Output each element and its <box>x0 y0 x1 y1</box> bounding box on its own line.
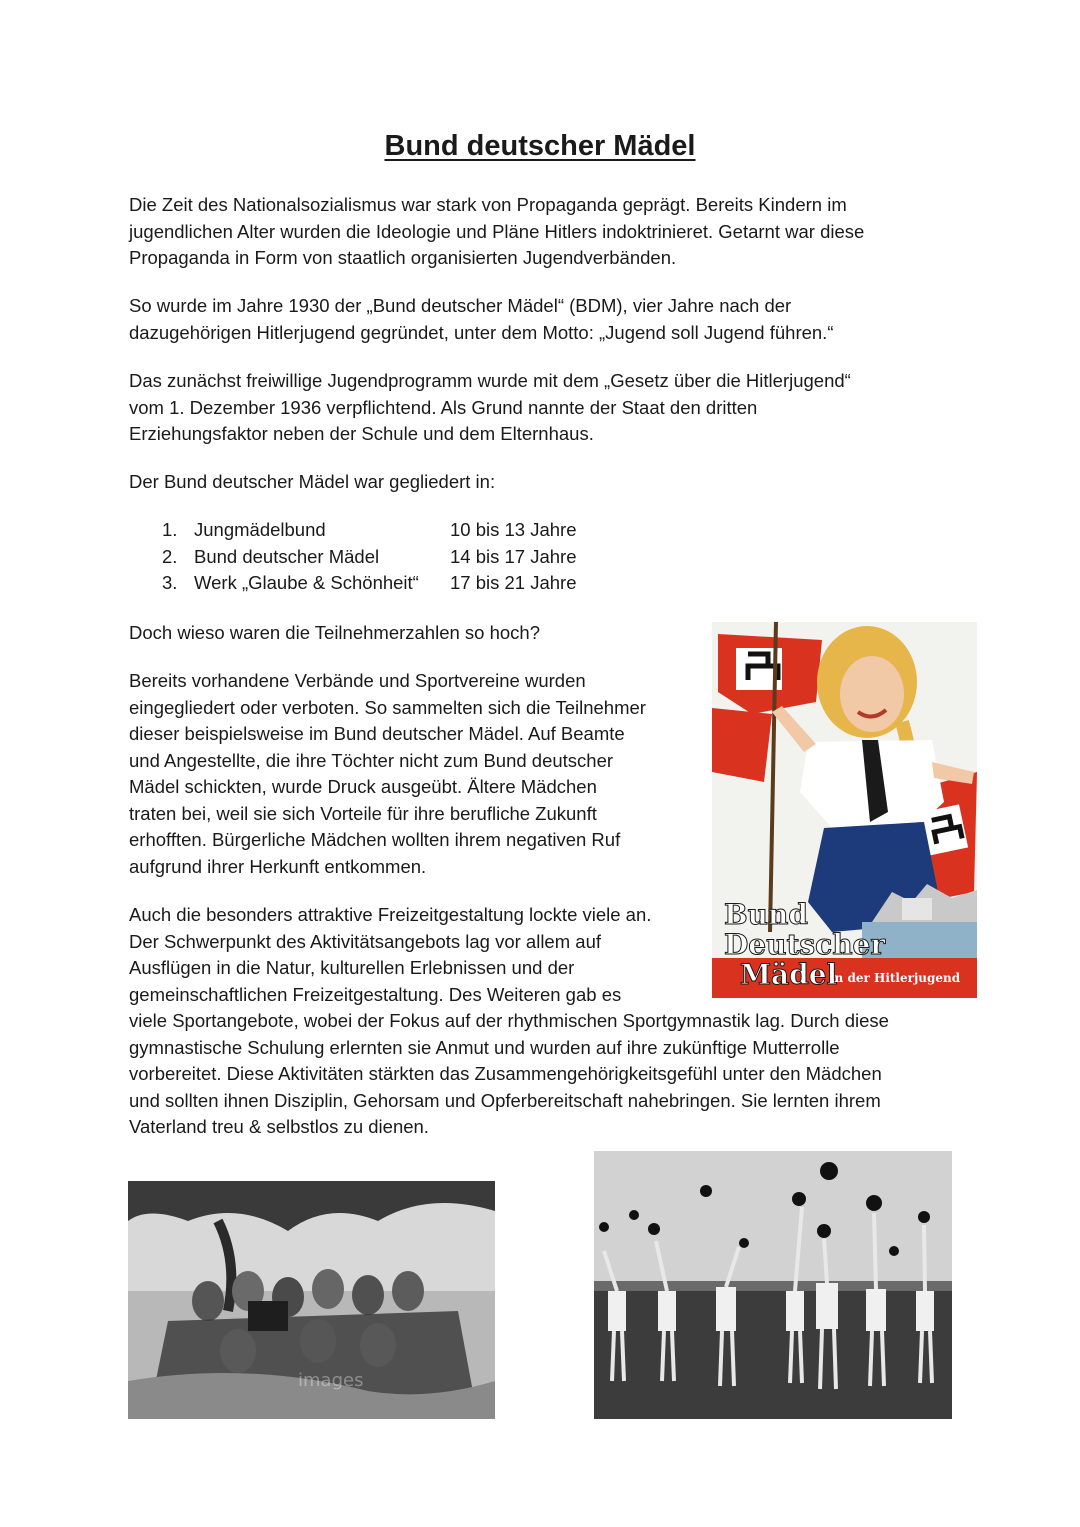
structure-intro <box>129 469 949 496</box>
poster-text-line3: Mädel <box>740 958 838 991</box>
text-line: Erziehungsfaktor neben der Schule und dem Elternhaus. <box>129 423 594 444</box>
poster-text-line1: Bund <box>724 898 808 931</box>
text-line: dazugehörigen Hitlerjugend gegründet, unter dem Motto: „Jugend soll Jugend führen.“ <box>129 321 834 343</box>
photo-watermark: images <box>298 1370 364 1391</box>
list-age: 14 bis 17 Jahre <box>450 545 577 567</box>
list-item <box>162 570 577 597</box>
list-name: Jungmädelbund <box>194 519 326 540</box>
poster-text-line2: Deutscher <box>724 928 886 961</box>
group-photo-image <box>128 1181 495 1419</box>
text-line: Propaganda in Form von staatlich organisierten Jugendverbänden. <box>129 247 677 268</box>
text-line: gymnastische Schulung erlernten sie Anmut und wurden auf ihre zukünftige Mutterrolle <box>129 1036 840 1058</box>
text-line: Doch wieso waren die Teilnehmerzahlen so hoch? <box>129 622 541 643</box>
list-number: 3. <box>162 572 178 593</box>
list-item <box>162 544 577 571</box>
text-line: und Angestellte, die ihre Töchter nicht zum Bund deutscher <box>129 749 614 771</box>
text-line: Der Bund deutscher Mädel war gegliedert in: <box>129 471 496 492</box>
list-item <box>162 517 577 544</box>
list-name: Bund deutscher Mädel <box>194 545 380 567</box>
text-line: dieser beispielsweise im Bund deutscher Mädel. Auf Beamte <box>129 723 625 744</box>
text-line: viele Sportangebote, wobei der Fokus auf der rhythmischen Sportgymnastik lag. Durch diese <box>129 1010 889 1031</box>
list-age: 17 bis 21 Jahre <box>450 572 577 593</box>
gymnastics-photo-image <box>594 1151 952 1419</box>
text-line: Mädel schickten, wurde Druck ausgeübt. Ältere Mädchen <box>129 776 597 797</box>
intro-paragraph <box>129 192 949 272</box>
text-line: Auch die besonders attraktive Freizeitgestaltung lockte viele an. <box>129 904 652 925</box>
list-number: 1. <box>162 519 178 540</box>
text-line: erhofften. Bürgerliche Mädchen wollten ihrem negativen Ruf <box>129 829 621 850</box>
text-line: und sollten ihnen Disziplin, Gehorsam und Opferbereitschaft nahebringen. Sie lernten ihrem <box>129 1089 881 1111</box>
text-line: So wurde im Jahre 1930 der „Bund deutscher Mädel“ (BDM), vier Jahre nach der <box>129 295 792 316</box>
page-title: Bund deutscher Mädel <box>384 130 696 162</box>
text-line: vom 1. Dezember 1936 verpflichtend. Als Grund nannte der Staat den dritten <box>129 396 758 418</box>
founding-paragraph <box>129 293 949 346</box>
list-number: 2. <box>162 545 178 567</box>
list-age: 10 bis 13 Jahre <box>450 519 577 540</box>
text-line: jugendlichen Alter wurden die Ideologie und Pläne Hitlers indoktrinieret. Getarnt war diese <box>129 220 865 242</box>
text-line: aufgrund ihrer Herkunft entkommen. <box>129 855 427 877</box>
text-line: eingegliedert oder verboten. So sammelten sich die Teilnehmer <box>129 696 646 718</box>
text-line: Bereits vorhandene Verbände und Sportvereine wurden <box>129 670 586 691</box>
organization-list <box>162 517 577 597</box>
text-line: Ausflügen in die Natur, kulturellen Erlebnissen und der <box>129 957 575 978</box>
reasons-paragraph <box>129 668 699 880</box>
text-line: Das zunächst freiwillige Jugendprogramm wurde mit dem „Gesetz über die Hitlerjugend“ <box>129 370 851 391</box>
bdm-poster-image <box>712 622 977 998</box>
list-name: Werk „Glaube & Schönheit“ <box>194 572 419 593</box>
text-line: vorbereitet. Diese Aktivitäten stärkten das Zusammengehörigkeitsgefühl unter den Mädchen <box>129 1063 882 1084</box>
text-line: Die Zeit des Nationalsozialismus war stark von Propaganda geprägt. Bereits Kindern im <box>129 194 847 215</box>
text-line: gemeinschaftlichen Freizeitgestaltung. Des Weiteren gab es <box>129 983 622 1005</box>
text-line: Vaterland treu & selbstlos zu dienen. <box>129 1116 429 1137</box>
law-paragraph <box>129 368 949 448</box>
text-line: Der Schwerpunkt des Aktivitätsangebots lag vor allem auf <box>129 930 601 952</box>
poster-subtitle: in der Hitlerjugend <box>830 971 961 985</box>
text-line: traten bei, weil sie sich Vorteile für ihre berufliche Zukunft <box>129 802 597 824</box>
